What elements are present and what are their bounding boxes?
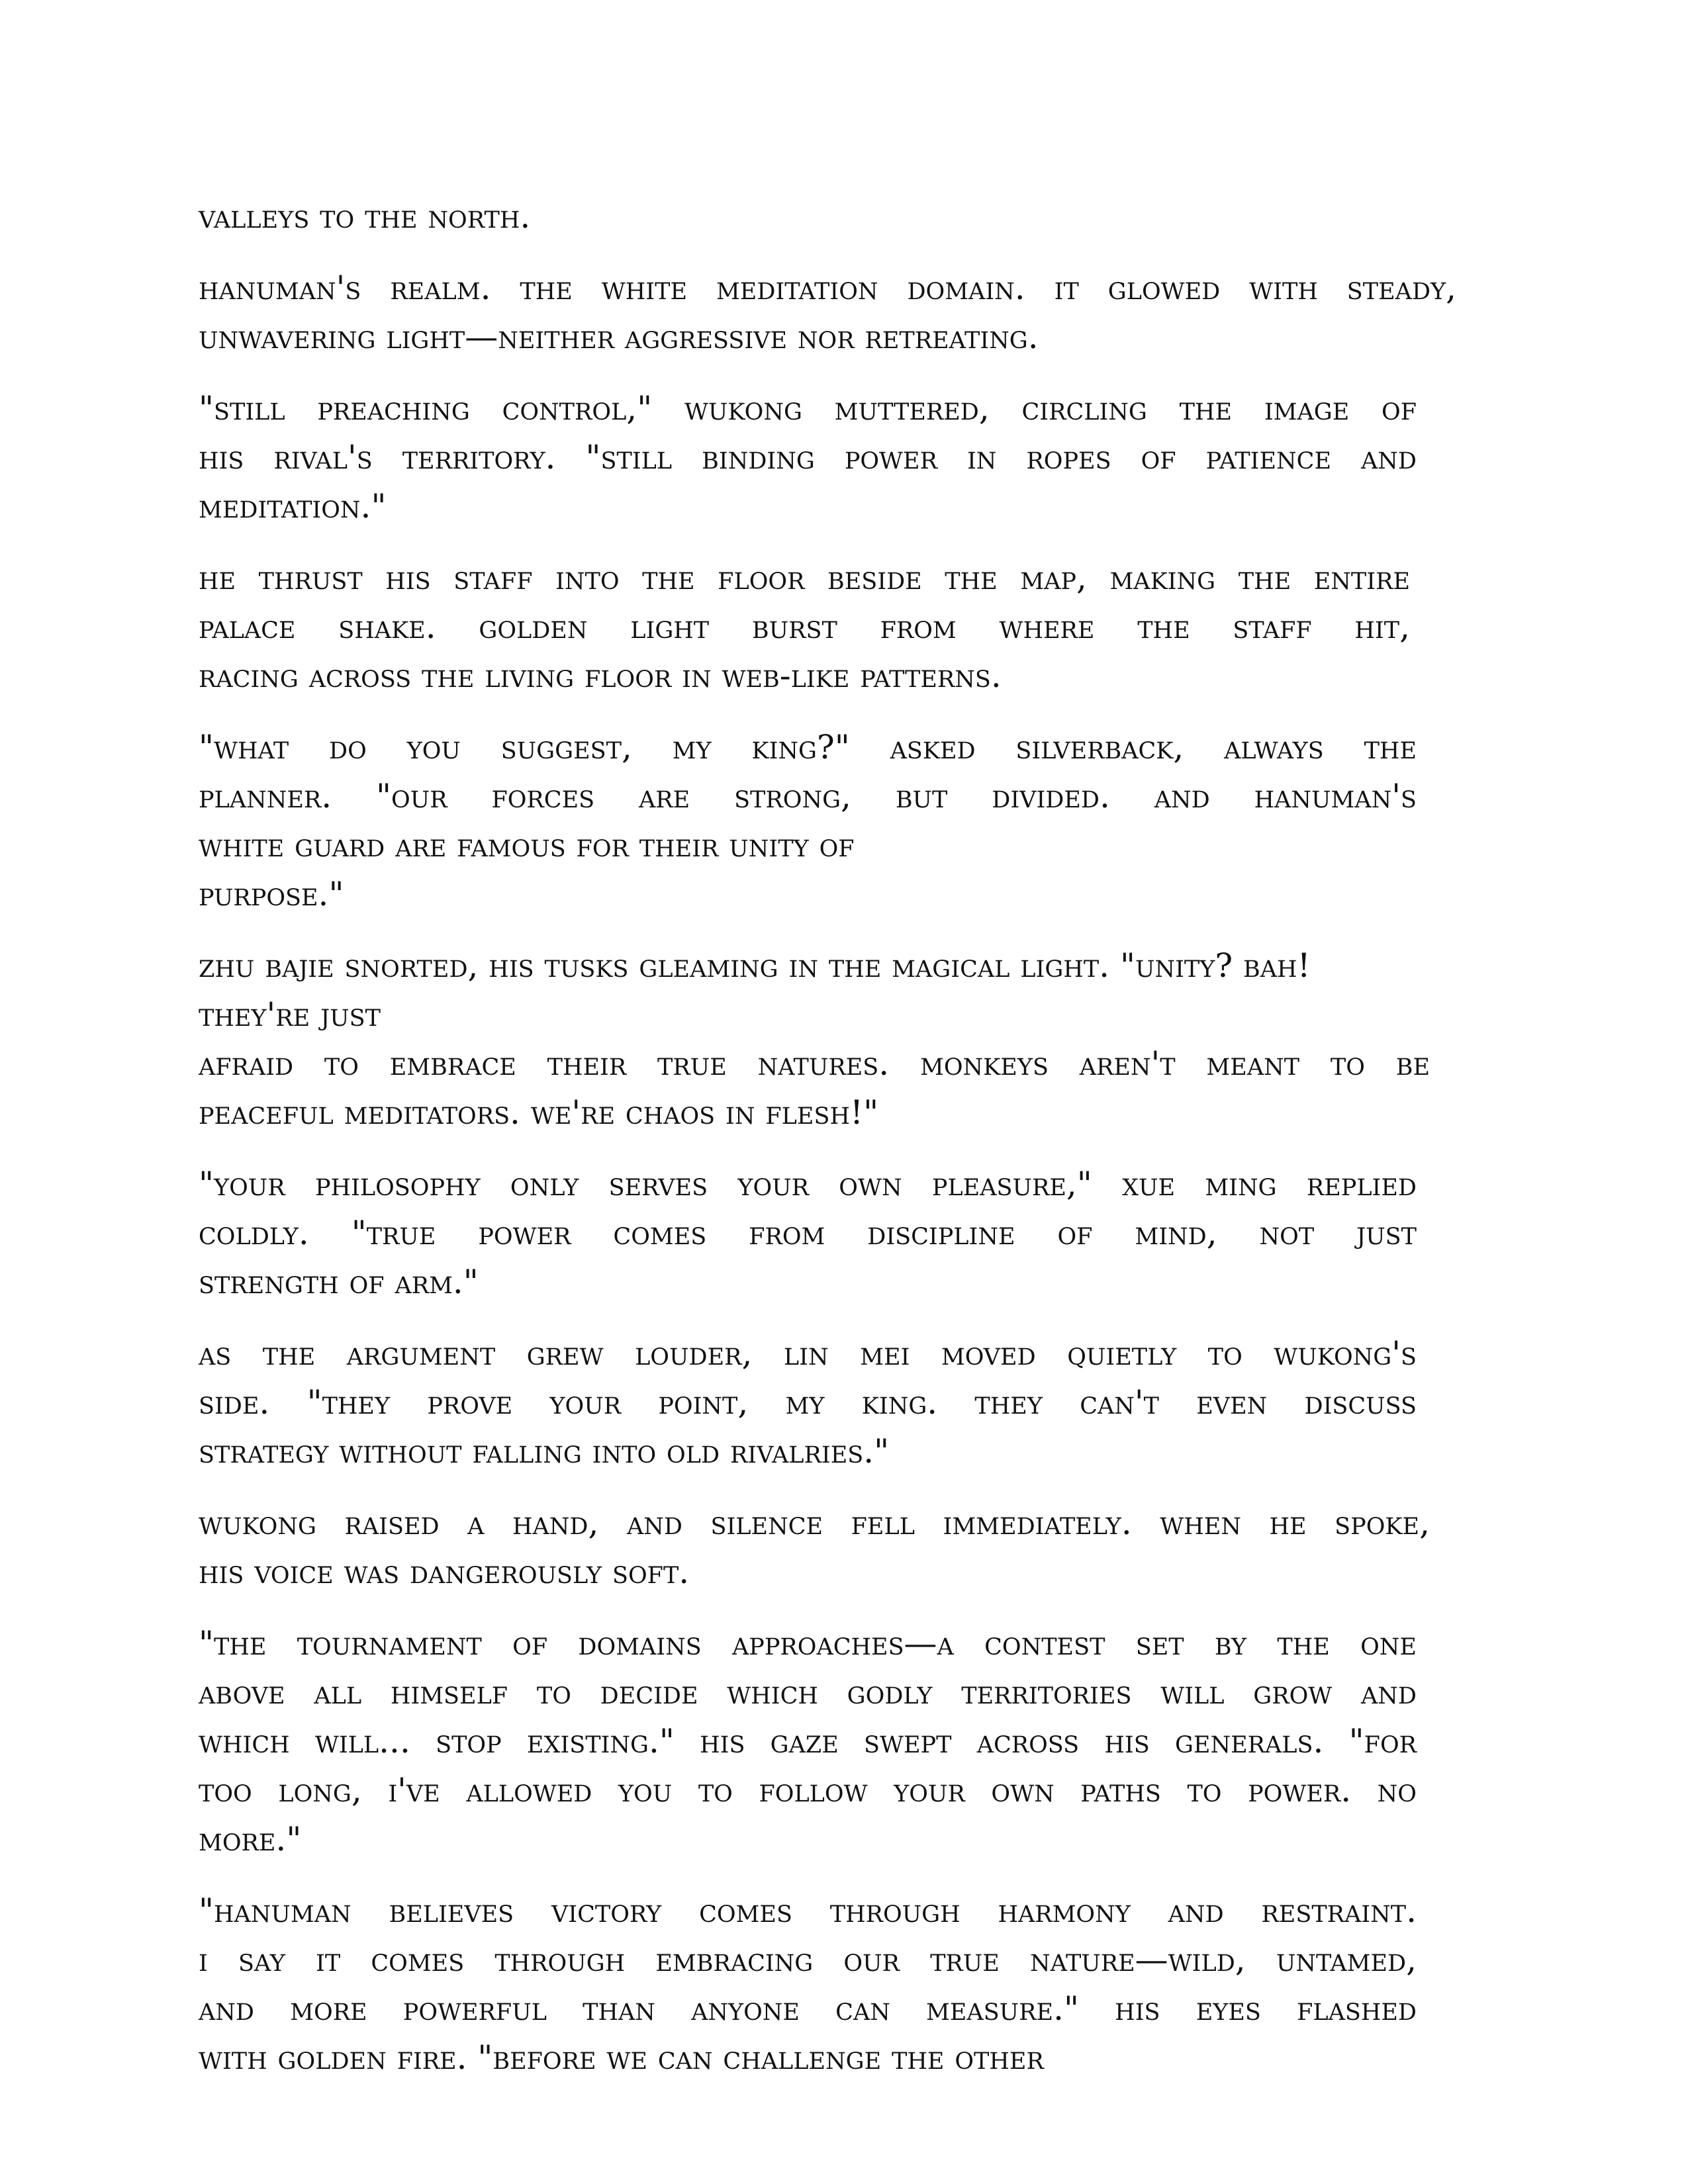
text-line: which will... stop existing." his gaze swept across his generals. "for [199,1722,1417,1760]
paragraph [199,553,1410,700]
paragraph [199,723,1417,919]
paragraph [199,1160,1417,1306]
text-line: hanuman's realm. the white meditation domain. it glowed with steady, [199,269,1456,307]
text-line: unwavering light—neither aggressive nor retreating. [199,318,1039,356]
text-line: "the tournament of domains approaches—a contest set by the one [199,1624,1417,1662]
paragraph [199,263,1456,361]
text-line: his rival's territory. "still binding power in ropes of patience and [199,438,1417,477]
paragraph [199,192,1430,241]
text-line: he thrust his staff into the floor beside the map, making the entire [199,559,1410,597]
text-line: more." [199,1820,302,1858]
text-line: planner. "our forces are strong, but divided. and hanuman's [199,777,1417,815]
text-line: racing across the living floor in web-like patterns. [199,657,1002,695]
text-line: "still preaching control," wukong muttered, circling the image of [199,389,1417,428]
paragraph [199,1329,1417,1476]
paragraph [199,1619,1417,1864]
text-line: zhu bajie snorted, his tusks gleaming in the magical light. "unity? bah! [199,946,1311,985]
text-line: coldly. "true power comes from discipline of mind, not just [199,1214,1417,1252]
paragraph [199,1498,1430,1596]
text-line: peaceful meditators. we're chaos in flesh!" [199,1093,879,1132]
paragraph [199,941,1430,1137]
paragraph [199,1886,1417,2082]
text-line: they're just [199,995,381,1034]
text-line: strategy without falling into old rivalries." [199,1432,890,1471]
text-line: valleys to the north. [199,197,531,236]
text-line: "hanuman believes victory comes through harmony and restraint. [199,1891,1417,1930]
text-line: his voice was dangerously soft. [199,1553,690,1591]
text-line: meditation." [199,487,387,525]
text-line: above all himself to decide which godly territories will grow and [199,1673,1417,1711]
text-line: side. "they prove your point, my king. they can't even discuss [199,1383,1417,1422]
text-line: too long, i've allowed you to follow your own paths to power. no [199,1771,1417,1809]
text-line: "what do you suggest, my king?" asked silverback, always the [199,728,1417,766]
paragraph [199,384,1417,531]
text-line: afraid to embrace their true natures. monkeys aren't meant to be [199,1044,1430,1083]
text-line: and more powerful than anyone can measure." his eyes flashed [199,1989,1417,2028]
text-line: "your philosophy only serves your own pleasure," xue ming replied [199,1165,1417,1203]
text-line: strength of arm." [199,1263,479,1301]
document-page [199,192,1456,2105]
text-line: palace shake. golden light burst from where the staff hit, [199,608,1411,646]
text-line: wukong raised a hand, and silence fell immediately. when he spoke, [199,1504,1430,1542]
text-line: purpose." [199,875,344,913]
text-line: with golden fire. "before we can challenge the other [199,2038,1044,2077]
text-line: as the argument grew louder, lin mei moved quietly to wukong's [199,1334,1417,1373]
text-line: white guard are famous for their unity of [199,826,855,864]
text-line: i say it comes through embracing our true nature—wild, untamed, [199,1940,1417,1979]
